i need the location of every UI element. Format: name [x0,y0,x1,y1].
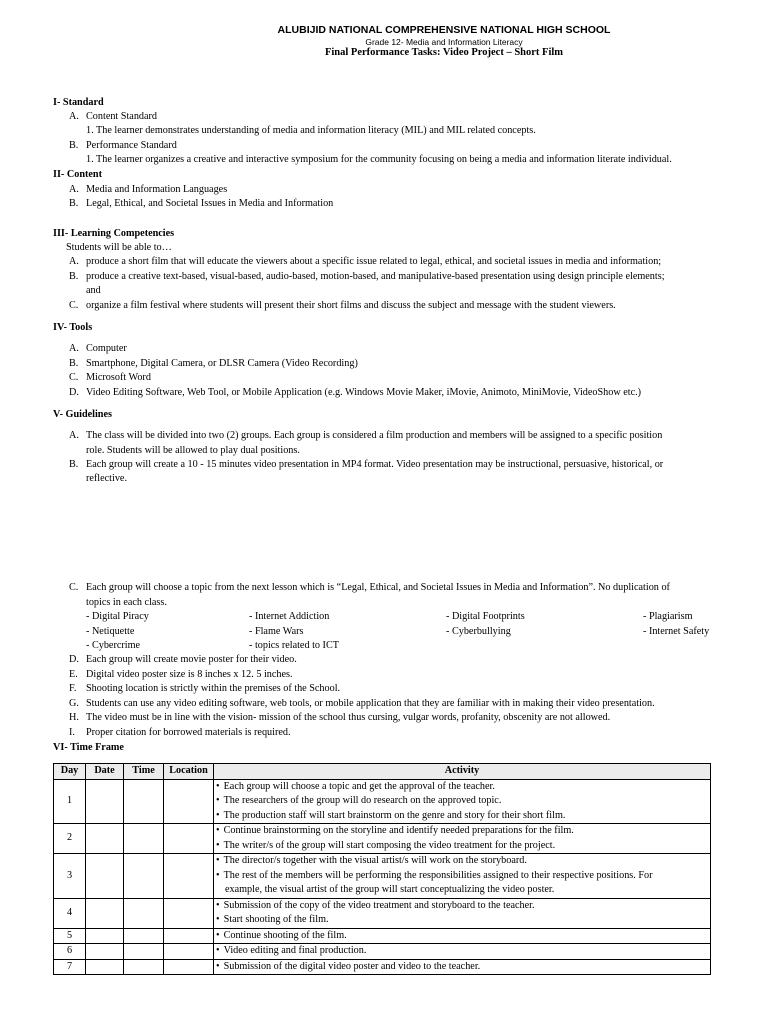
location-cell [164,944,214,960]
section-standard-title: I- Standard [53,97,104,108]
guideline-b: B. Each group will create a 10 - 15 minutes video presentation in MP4 format. Video presentation may be instructional, persuasive, historical, or [69,459,664,470]
guideline-b-cont: reflective. [86,473,128,484]
date-cell [86,898,124,928]
date-cell [86,779,124,824]
standard-item-b: B. Performance Standard [69,140,177,151]
time-frame-table [53,763,711,975]
activity-cell [214,959,711,975]
grade-subject: Grade 12- Media and Information Literacy [365,37,523,47]
location-cell [164,854,214,899]
activity-item: • The writer/s of the group will start composing the video treatment for the project. [216,839,708,854]
table-row [54,898,711,928]
activity-item: • Continue brainstorming on the storyline and identify needed preparations for the film. [216,824,708,839]
guideline-g: G. Students can use any video editing software, web tools, or mobile application that they are familiar with in making their video presentation. [69,698,655,709]
table-row [54,854,711,899]
time-cell [124,944,164,960]
section-competencies-title: III- Learning Competencies [53,228,175,239]
activity-cell [214,928,711,944]
column-header-date: Date [86,764,124,780]
time-cell [124,779,164,824]
topic-item: - topics related to ICT [249,640,339,651]
activity-cell [214,944,711,960]
column-header-day: Day [54,764,86,780]
date-cell [86,959,124,975]
day-cell: 6 [54,944,86,960]
topic-item: - Cyberbullying [446,626,511,637]
location-cell [164,928,214,944]
guideline-c: C. Each group will choose a topic from the next lesson which is “Legal, Ethical, and Societal Issues in Media and Information”. No duplication of [69,582,670,593]
table-header-row [54,764,711,780]
competency-b-cont: and [86,285,101,296]
topic-item: - Cybercrime [86,640,141,651]
topic-item: - Digital Piracy [86,611,149,622]
tool-c: C. Microsoft Word [69,372,151,383]
topic-item: - Digital Footprints [446,611,525,622]
activity-item: • Submission of the digital video poster and video to the teacher. [216,960,708,975]
time-cell [124,928,164,944]
activity-item: • The director/s together with the visual artist/s will work on the storyboard. [216,854,708,869]
school-name: ALUBIJID NATIONAL COMPREHENSIVE NATIONAL HIGH SCHOOL [277,24,611,36]
time-cell [124,898,164,928]
content-item-a: A. Media and Information Languages [69,184,228,195]
tool-d: D. Video Editing Software, Web Tool, or Mobile Application (e.g. Windows Movie Maker, iMovie, Animoto, MiniMovie, VideoShow etc.) [69,387,642,398]
topic-item: - Flame Wars [249,626,304,637]
section-tools-title: IV- Tools [53,322,93,333]
table-row [54,779,711,824]
guideline-e: E. Digital video poster size is 8 inches x 12. 5 inches. [69,669,293,680]
table-row [54,959,711,975]
topic-item: - Internet Addiction [249,611,330,622]
time-cell [124,824,164,854]
location-cell [164,824,214,854]
guideline-h: H. The video must be in line with the vision- mission of the school thus cursing, vulgar words, profanity, obscenity are not allowed. [69,712,611,723]
guideline-i: I. Proper citation for borrowed materials is required. [69,727,291,738]
competencies-intro: Students will be able to… [66,242,172,253]
activity-item: • Each group will choose a topic and get the approval of the teacher. [216,780,708,795]
date-cell [86,944,124,960]
date-cell [86,928,124,944]
topic-item: - Netiquette [86,626,135,637]
day-cell: 5 [54,928,86,944]
column-header-activity: Activity [214,764,711,780]
table-row [54,928,711,944]
activity-item: • Continue shooting of the film. [216,929,708,944]
activity-item: • The researchers of the group will do research on the approved topic. [216,794,708,809]
column-header-time: Time [124,764,164,780]
activity-item: • The rest of the members will be performing the responsibilities assigned to their respective positions. For [216,869,708,884]
activity-cell [214,779,711,824]
competency-c: C. organize a film festival where students will present their short films and discuss the subject and message with the student viewers. [69,300,616,311]
activity-cell [214,898,711,928]
location-cell [164,898,214,928]
guideline-d: D. Each group will create movie poster for their video. [69,654,297,665]
date-cell [86,824,124,854]
standard-item-a1: 1. The learner demonstrates understanding of media and information literacy (MIL) and MIL related concepts. [86,125,536,136]
section-timeframe-title: VI- Time Frame [53,742,124,753]
guideline-f: F. Shooting location is strictly within the premises of the School. [69,683,341,694]
section-guidelines-title: V- Guidelines [53,409,112,420]
guideline-a-cont: role. Students will be allowed to play dual positions. [86,445,300,456]
topic-item: - Plagiarism [643,611,693,622]
table-row [54,944,711,960]
activity-item: • Submission of the copy of the video treatment and storyboard to the teacher. [216,899,708,914]
tool-b: B. Smartphone, Digital Camera, or DLSR Camera (Video Recording) [69,358,358,369]
activity-cell [214,854,711,899]
activity-item: • Video editing and final production. [216,944,708,959]
time-cell [124,854,164,899]
competency-b: B. produce a creative text-based, visual-based, audio-based, motion-based, and manipulative-based presentation using design principle elements; [69,271,665,282]
section-content-title: II- Content [53,169,102,180]
date-cell [86,854,124,899]
standard-item-a: A. Content Standard [69,111,158,122]
topic-item: - Internet Safety [643,626,710,637]
standard-item-b1: 1. The learner organizes a creative and interactive symposium for the community focusing on being a media and information literate individual. [86,154,672,165]
activity-cell [214,824,711,854]
guideline-a: A. The class will be divided into two (2) groups. Each group is considered a film production and members will be assigned to a specific position [69,430,663,441]
activity-item: • The production staff will start brainstorm on the genre and story for their short film. [216,809,708,824]
activity-item: • Start shooting of the film. [216,913,708,928]
location-cell [164,779,214,824]
guideline-c-cont: topics in each class. [86,597,167,608]
day-cell: 1 [54,779,86,824]
activity-item-cont: example, the visual artist of the group will start conceptualizing the video poster. [225,884,555,895]
day-cell: 2 [54,824,86,854]
time-cell [124,959,164,975]
content-item-b: B. Legal, Ethical, and Societal Issues in Media and Information [69,198,334,209]
table-row [54,824,711,854]
task-title: Final Performance Tasks: Video Project – Short Film [324,47,564,58]
day-cell: 7 [54,959,86,975]
day-cell: 4 [54,898,86,928]
location-cell [164,959,214,975]
tool-a: A. Computer [69,343,127,354]
day-cell: 3 [54,854,86,899]
column-header-location: Location [164,764,214,780]
competency-a: A. produce a short film that will educate the viewers about a specific issue related to legal, ethical, and societal issues in media and information; [69,256,662,267]
